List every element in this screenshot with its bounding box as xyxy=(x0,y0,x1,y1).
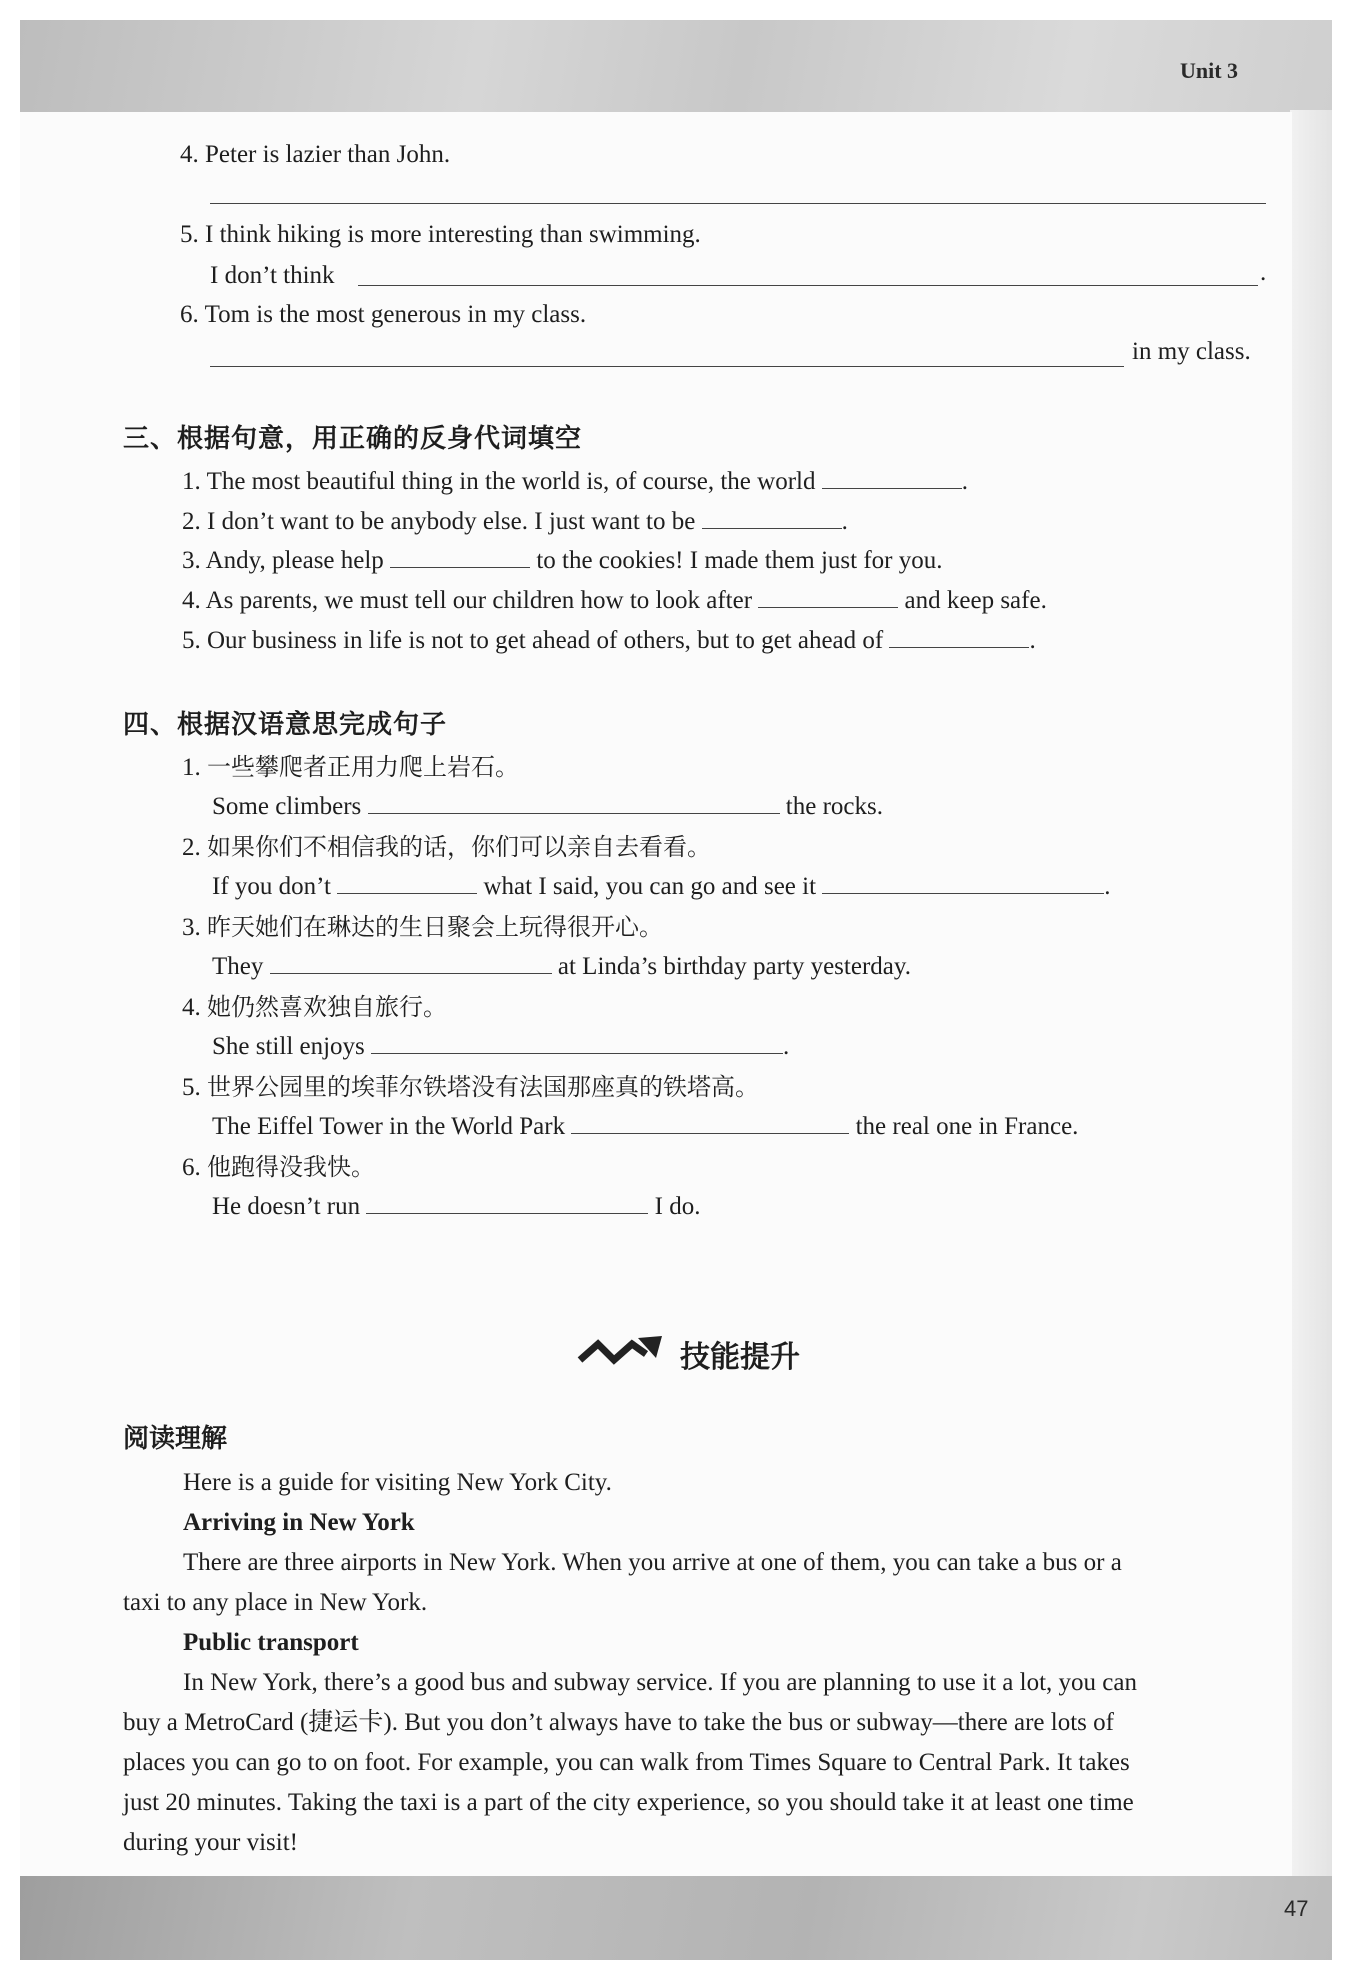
fill-blank[interactable] xyxy=(758,585,898,608)
page-footer-band xyxy=(20,1876,1332,1960)
fill-blank[interactable] xyxy=(270,951,552,974)
exercise-item xyxy=(182,545,942,576)
exercise-item xyxy=(182,832,711,863)
answer-tail: the real one in France. xyxy=(855,1113,1079,1140)
item-text: Our business in life is not to get ahead of others, but to get ahead of xyxy=(207,627,884,654)
answer-row xyxy=(210,261,335,291)
unit-label: Unit 3 xyxy=(1180,58,1239,83)
item-text: I don’t want to be anybody else. I just want to be xyxy=(207,508,696,535)
exercise-item xyxy=(182,752,519,783)
passage-line: just 20 minutes. Taking the taxi is a part of the city experience, so you should take it at least one time xyxy=(123,1789,1134,1816)
fill-blank[interactable] xyxy=(390,545,530,568)
passage-text: In New York, there’s a good bus and subway service. If you are planning to use it a lot, you can xyxy=(183,1669,1137,1696)
exercise-item xyxy=(182,625,1036,656)
passage-line xyxy=(123,1503,1253,1543)
passage-subheading: Arriving in New York xyxy=(183,1509,415,1536)
answer-line[interactable] xyxy=(358,285,1258,286)
fill-blank[interactable] xyxy=(571,1111,849,1134)
answer-tail: at Linda’s birthday party yesterday. xyxy=(557,953,911,980)
passage-line xyxy=(123,1663,1253,1703)
chinese-prompt: 一些攀爬者正用力爬上岩石。 xyxy=(207,753,519,781)
item-number: 3. xyxy=(182,914,201,941)
exercise-item xyxy=(180,140,450,170)
passage-line: buy a MetroCard (捷运卡). But you don’t always have to take the bus or subway—there are lots of xyxy=(123,1709,1114,1736)
item-text: . xyxy=(841,508,848,535)
item-text: The most beautiful thing in the world is, of course, the world xyxy=(206,468,816,495)
fill-blank[interactable] xyxy=(889,625,1029,648)
item-number: 5. xyxy=(180,221,199,248)
answer-line[interactable] xyxy=(210,203,1266,204)
exercise-item xyxy=(180,300,586,330)
item-text: and keep safe. xyxy=(904,587,1047,614)
passage-text: There are three airports in New York. When you arrive at one of them, you can take a bus or a xyxy=(183,1549,1122,1576)
item-sentence: I think hiking is more interesting than swimming. xyxy=(205,221,701,248)
section-title-reflexive: 三、根据句意，用正确的反身代词填空 xyxy=(123,424,583,454)
chinese-prompt: 世界公园里的埃菲尔铁塔没有法国那座真的铁塔高。 xyxy=(207,1073,759,1101)
item-number: 4. xyxy=(180,141,199,168)
answer-end: . xyxy=(1260,259,1267,286)
answer-lead: Some climbers xyxy=(212,793,362,820)
answer-middle: what I said, you can go and see it xyxy=(483,873,817,900)
answer-row xyxy=(212,951,911,982)
answer-lead: She still enjoys xyxy=(212,1033,365,1060)
item-text: Andy, please help xyxy=(205,547,384,574)
fill-blank[interactable] xyxy=(368,791,780,814)
skills-title: 技能提升 xyxy=(680,1340,800,1375)
page-edge xyxy=(1290,110,1332,1880)
answer-tail: in my class. xyxy=(1132,338,1251,365)
exercise-item xyxy=(182,912,663,943)
answer-row xyxy=(212,791,883,822)
item-number: 2. xyxy=(182,834,201,861)
item-text: . xyxy=(1029,627,1036,654)
exercise-item xyxy=(182,1152,375,1183)
exercise-item xyxy=(182,506,848,537)
answer-end: . xyxy=(783,1033,790,1060)
answer-line[interactable] xyxy=(210,366,1124,367)
answer-row xyxy=(212,1031,789,1062)
answer-row xyxy=(212,871,1111,902)
passage-line: places you can go to on foot. For example, you can walk from Times Square to Central Park. It takes xyxy=(123,1749,1130,1776)
fill-blank[interactable] xyxy=(702,506,842,529)
answer-lead: I don’t think xyxy=(210,262,335,289)
answer-lead: He doesn’t run xyxy=(212,1193,361,1220)
exercise-item xyxy=(180,220,701,250)
answer-lead: The Eiffel Tower in the World Park xyxy=(212,1113,566,1140)
answer-row xyxy=(212,1111,1078,1142)
reading-passage xyxy=(123,1463,1253,1863)
fill-blank[interactable] xyxy=(366,1191,648,1214)
item-number: 2. xyxy=(182,508,201,535)
item-number: 5. xyxy=(182,1074,201,1101)
item-number: 4. xyxy=(182,994,201,1021)
passage-line: taxi to any place in New York. xyxy=(123,1589,428,1616)
answer-tail: I do. xyxy=(654,1193,701,1220)
exercise-item xyxy=(182,585,1047,616)
item-sentence: Peter is lazier than John. xyxy=(205,141,451,168)
item-number: 1. xyxy=(182,468,201,495)
page-header-band xyxy=(20,20,1332,120)
fill-blank[interactable] xyxy=(822,871,1104,894)
fill-blank[interactable] xyxy=(822,466,962,489)
chinese-prompt: 如果你们不相信我的话，你们可以亲自去看看。 xyxy=(207,833,711,861)
fill-blank[interactable] xyxy=(337,871,477,894)
chinese-prompt: 他跑得没我快。 xyxy=(207,1153,375,1181)
answer-end: . xyxy=(1104,873,1111,900)
exercise-item xyxy=(182,992,447,1023)
item-number: 1. xyxy=(182,754,201,781)
passage-line xyxy=(123,1463,1253,1503)
item-text: . xyxy=(961,468,968,495)
passage-intro: Here is a guide for visiting New York City. xyxy=(183,1469,612,1496)
chinese-prompt: 她仍然喜欢独自旅行。 xyxy=(207,993,447,1021)
chinese-prompt: 昨天她们在琳达的生日聚会上玩得很开心。 xyxy=(207,913,663,941)
item-number: 4. xyxy=(182,587,201,614)
item-sentence: Tom is the most generous in my class. xyxy=(204,301,587,328)
answer-tail: the rocks. xyxy=(785,793,883,820)
answer-lead: If you don’t xyxy=(212,873,331,900)
fill-blank[interactable] xyxy=(371,1031,783,1054)
item-number: 5. xyxy=(182,627,201,654)
passage-subheading: Public transport xyxy=(183,1629,359,1656)
passage-line xyxy=(123,1543,1253,1583)
section-title-translation: 四、根据汉语意思完成句子 xyxy=(123,710,448,740)
exercise-item xyxy=(182,466,968,497)
exercise-item xyxy=(182,1072,759,1103)
passage-line: during your visit! xyxy=(123,1829,298,1856)
item-number: 6. xyxy=(182,1154,201,1181)
answer-lead: They xyxy=(212,953,264,980)
passage-line xyxy=(123,1623,1253,1663)
trend-arrow-icon xyxy=(576,1330,666,1370)
item-text: to the cookies! I made them just for you. xyxy=(536,547,943,574)
answer-row xyxy=(212,1191,700,1222)
item-text: As parents, we must tell our children how to look after xyxy=(205,587,753,614)
item-number: 3. xyxy=(182,547,201,574)
page-number: 47 xyxy=(1284,1896,1309,1921)
item-number: 6. xyxy=(180,301,199,328)
reading-title: 阅读理解 xyxy=(123,1424,228,1454)
